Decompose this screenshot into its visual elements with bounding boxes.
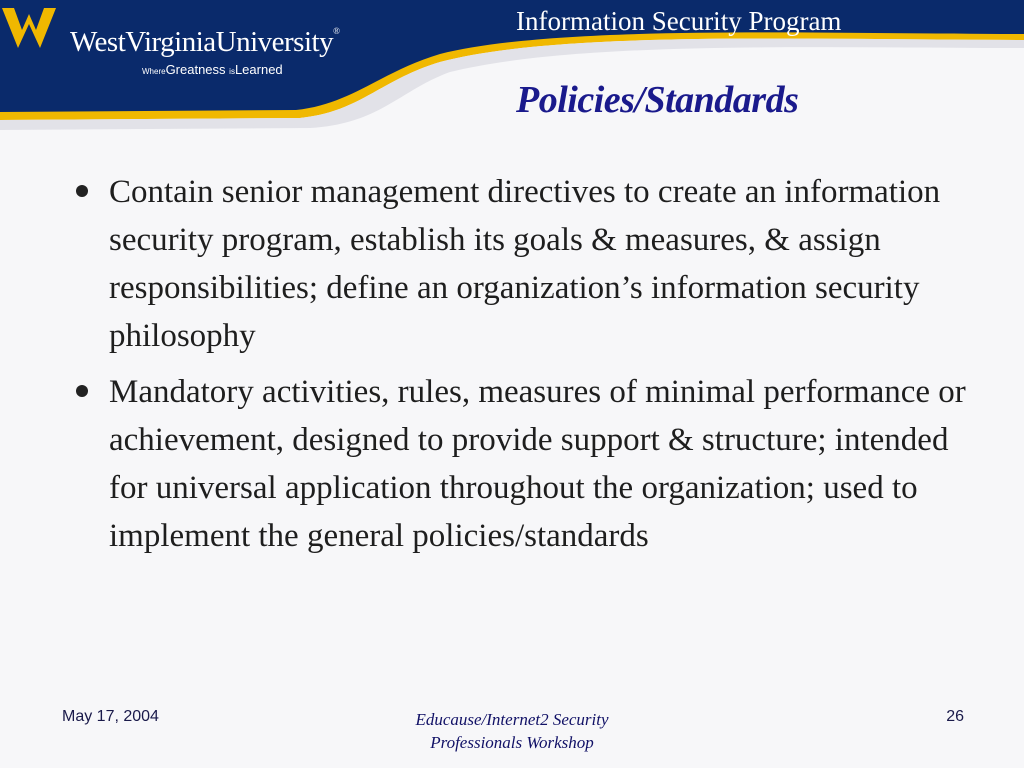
slide-title: Policies/Standards <box>516 79 799 121</box>
bullet-dot-icon <box>76 185 88 197</box>
footer-event-line2: Professionals Workshop <box>430 733 594 752</box>
bullet-item <box>72 168 972 360</box>
bullet-dot-icon <box>76 385 88 397</box>
program-title: Information Security Program <box>516 6 842 36</box>
bullet-list <box>72 168 972 568</box>
university-wordmark: WestVirginiaUniversity® <box>70 26 340 58</box>
header-banner <box>0 0 1024 140</box>
bullet-text: Mandatory activities, rules, measures of minimal performance or achievement, designed to provide support & structure; intended for universal application throughout the organization; used to implement the general policies/standards <box>109 374 966 554</box>
footer-date: May 17, 2004 <box>62 708 159 725</box>
bullet-text: Contain senior management directives to create an information security program, establish its goals & measures, & assign responsibilities; define an organization’s information security philosophy <box>109 174 941 354</box>
flying-wv-logo-icon <box>0 0 58 56</box>
footer-event-line1: Educause/Internet2 Security <box>415 710 609 729</box>
bullet-item <box>72 368 972 560</box>
page-number: 26 <box>946 708 964 725</box>
university-tagline: WhereGreatness isLearned <box>142 62 283 77</box>
footer-event <box>362 708 662 754</box>
